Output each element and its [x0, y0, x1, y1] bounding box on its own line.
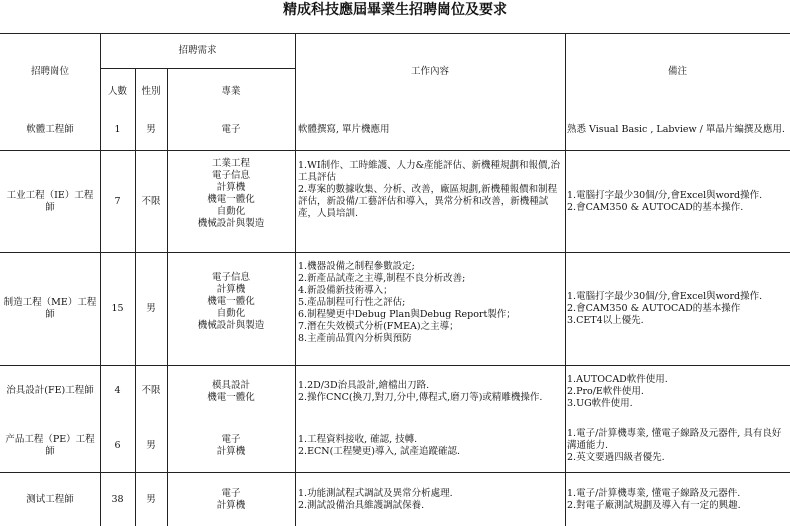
row-remarks: 1.電子/計算機專業, 懂電子線路及元器件, 具有良好溝通能力. 2.英文要過四級者優先.: [567, 428, 782, 463]
row-gender: 男: [146, 493, 156, 505]
row-duties: 1.功能測試程式調試及異常分析處理. 2.測試設備治具維護調試保養.: [298, 488, 453, 511]
header-major: 專業: [221, 86, 241, 97]
row-gender: 不限: [141, 195, 161, 207]
row-position: 工业工程（IE）工程師: [6, 189, 94, 213]
row-duties: 1.機器設備之制程參數設定; 2.新產品試產之主導,制程不良分析改善; 4.新設備新技術導入； 5.產品制程可行性之評估; 6.制程變更中Debug Plan與Debug Report製作； 7.潛在失效模式分析(FMEA)之主導； 8.主產前品質內分析與預防: [298, 261, 516, 344]
row-count: 38: [111, 493, 124, 505]
row-count: 1: [114, 124, 121, 135]
row-position: 軟體工程師: [26, 124, 74, 135]
row-remarks: 1.電腦打字最少30個/分,會Excel與word操作. 2.會CAM350 & AUTOCAD的基本操作 3.CET4以上優先.: [567, 291, 763, 326]
row-remarks: 1.AUTOCAD軟件使用. 2.Pro/E軟件使用. 3.UG軟件使用.: [567, 374, 668, 409]
row-major: 模具設計 機電一體化: [207, 380, 255, 403]
row-major: 電子 計算機: [216, 488, 246, 511]
grid-line: [565, 33, 566, 526]
row-gender: 不限: [141, 385, 161, 396]
row-duties: 1.2D/3D治具設計,繪檔出刀路. 2.操作CNC(換刀,對刀,分中,傳程式,磨刀等)或精雕機操作.: [298, 380, 543, 403]
row-remarks: 1.電腦打字最少30個/分,會Excel與word操作. 2.會CAM350 & AUTOCAD的基本操作.: [567, 189, 763, 213]
row-position: 制造工程（ME）工程師: [3, 297, 97, 320]
header-count: 人數: [107, 86, 127, 97]
row-count: 15: [111, 303, 124, 314]
row-duties: 1.工程資料接收, 確認, 技轉. 2.ECN(工程變更)導入, 試產追蹤確認.: [298, 434, 461, 457]
page-title: 精成科技應屆畢業生招聘崗位及要求: [283, 2, 507, 18]
row-remarks: 熟悉 Visual Basic , Labview / 單晶片編撰及應用.: [567, 124, 785, 135]
row-remarks: 1.電子/計算機專業, 懂電子線路及元器件. 2.對電子廠測試規劃及導入有一定的興趣.: [567, 488, 741, 511]
header-remarks: 備注: [667, 66, 687, 77]
row-major: 電子 計算機: [216, 434, 246, 457]
row-duties: 1.WI制作、工時維護、人力&產能評估、新機種規劃和報價,治工具評估 2.專案的數據收集、分析、改善，廠區規劃,新機種報價和制程評估，新設備/工藝評估和導入，異常分析和改善，新機種試產，人員培訓.: [298, 160, 561, 219]
row-position: 测试工程師: [26, 493, 74, 505]
row-position: 治具設計(FE)工程師: [6, 385, 94, 396]
row-major: 電子: [221, 124, 241, 135]
row-gender: 男: [146, 124, 156, 135]
row-position: 产品工程（PE）工程師: [5, 434, 95, 457]
row-duties: 軟體撰寫, 單片機應用: [298, 124, 390, 135]
row-gender: 男: [146, 303, 156, 314]
grid-line: [100, 68, 295, 69]
row-major: 工業工程 電子信息 計算機 機電一體化 自動化 機械設計與製造: [197, 158, 265, 229]
header-gender: 性別: [141, 86, 161, 97]
grid-line: [0, 33, 790, 34]
row-count: 6: [114, 440, 121, 451]
header-position: 招聘崗位: [30, 66, 69, 77]
row-gender: 男: [146, 440, 156, 451]
header-requirements: 招聘需求: [178, 45, 217, 56]
row-count: 4: [114, 385, 121, 396]
row-count: 7: [114, 195, 121, 207]
header-duties: 工作內容: [410, 66, 449, 77]
grid-line: [295, 33, 296, 526]
row-major: 電子信息 計算機 機電一體化 自動化 機械設計與製造: [197, 272, 265, 331]
